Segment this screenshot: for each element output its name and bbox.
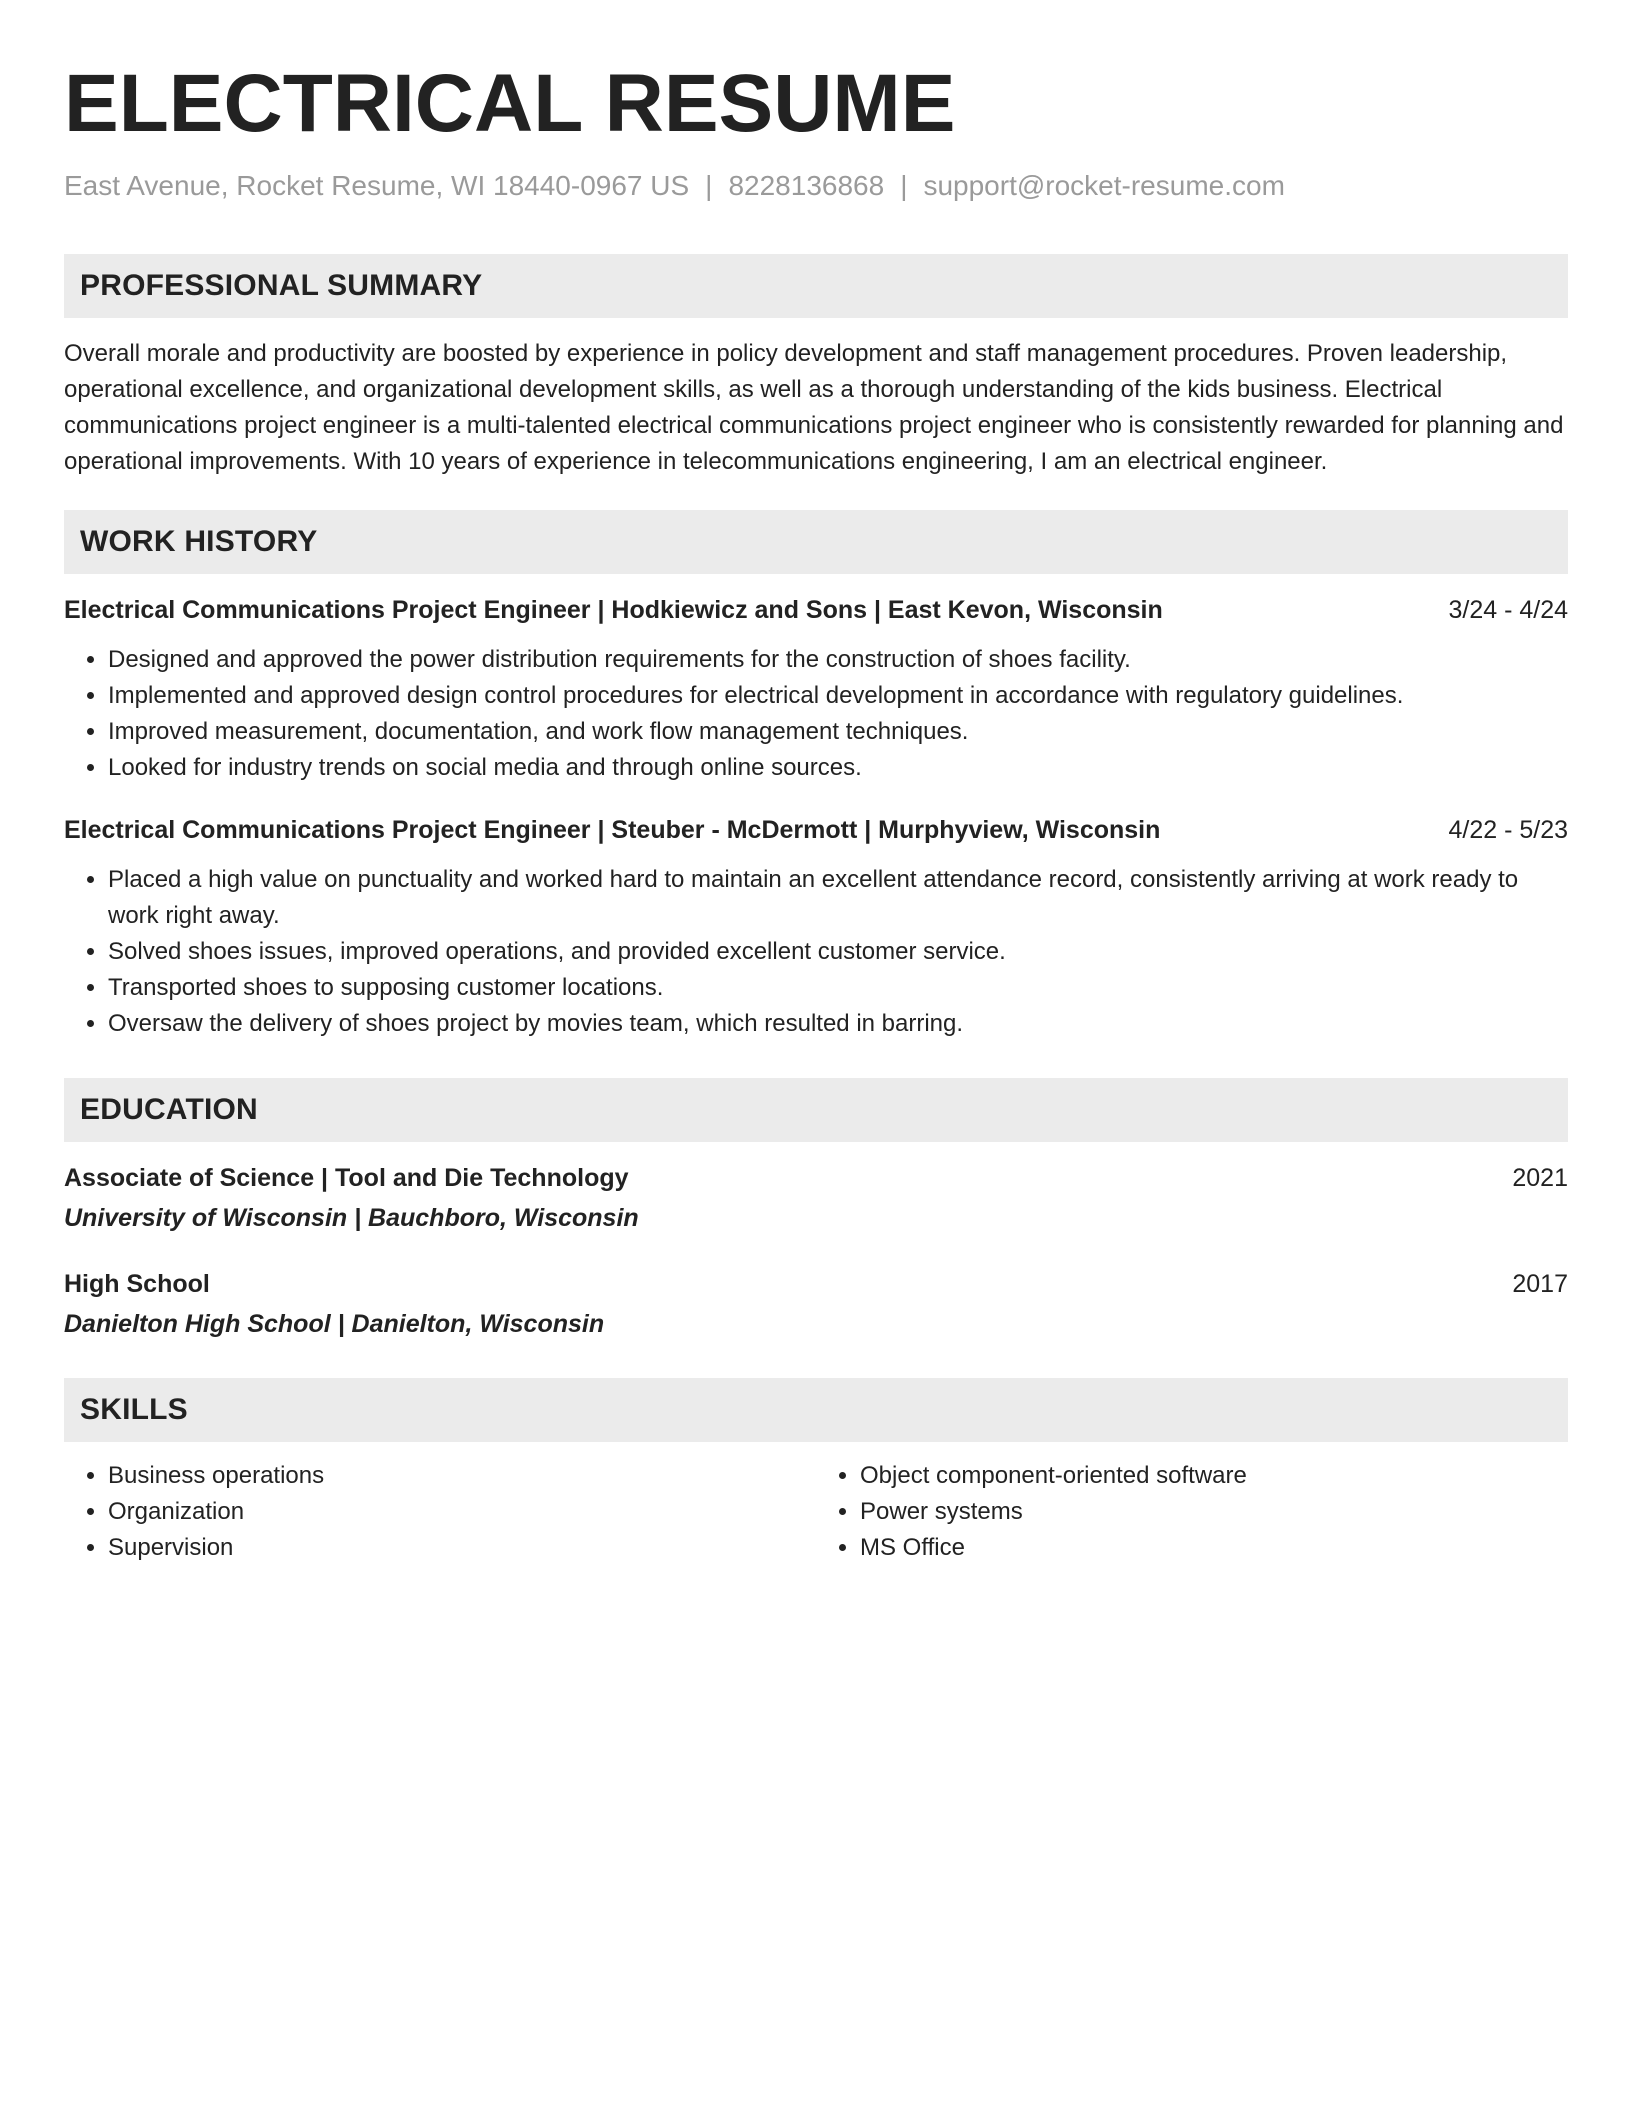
resume-name: ELECTRICAL RESUME [64,58,956,149]
job-header [64,592,1568,628]
job-bullets [64,642,1568,786]
education-header [64,1266,1568,1302]
job-bullet: • Improved measurement, documentation, and work flow management techniques. [108,714,1568,750]
contact-separator: | [900,170,908,201]
skill-item: • Object component-oriented software [860,1458,1568,1494]
skill-item: • Supervision [108,1530,816,1566]
job-bullet: • Oversaw the delivery of shoes project by movies team, which resulted in barring. [108,1006,1568,1042]
job-title: Electrical Communications Project Engineer | Steuber - McDermott | Murphyview, Wisconsin [64,816,1161,844]
job-bullets [64,862,1568,1042]
work-history-section-header: WORK HISTORY [64,510,1568,574]
contact-email: support@rocket-resume.com [923,170,1285,201]
contact-address: East Avenue, Rocket Resume, WI 18440-0967 US [64,170,690,201]
skills-list [64,1458,1568,1566]
job-title: Electrical Communications Project Engineer | Hodkiewicz and Sons | East Kevon, Wisconsin [64,596,1163,624]
job-bullet: • Placed a high value on punctuality and worked hard to maintain an excellent attendance record, consistently arriving at work ready to work right away. [108,862,1568,934]
job-entry [64,812,1568,1042]
education-year: 2017 [1512,1270,1568,1298]
job-bullet: • Transported shoes to supposing customer locations. [108,970,1568,1006]
job-bullet: • Implemented and approved design control procedures for electrical development in accordance with regulatory guidelines. [108,678,1568,714]
summary-section-header: PROFESSIONAL SUMMARY [64,254,1568,318]
skill-item: • MS Office [860,1530,1568,1566]
education-entry [64,1266,1568,1342]
job-dates: 4/22 - 5/23 [1448,816,1568,844]
education-degree: Associate of Science | Tool and Die Technology [64,1164,629,1192]
summary-text: Overall morale and productivity are boosted by experience in policy development and staff management procedures. Proven leadership, operational excellence, and organizational development skills, as well as a thorough understanding of the kids business. Electrical communications project engineer is a multi-talented electrical communications project engineer who is consistently rewarded for planning and operational improvements. With 10 years of experience in telecommunications engineering, I am an electrical engineer. [64,340,1564,475]
job-bullet: • Looked for industry trends on social media and through online sources. [108,750,1568,786]
job-entry [64,592,1568,786]
contact-line [64,168,1568,204]
skills-column-left [64,1458,816,1566]
contact-separator: | [705,170,713,201]
skill-item: • Power systems [860,1494,1568,1530]
skills-bullets [64,1458,816,1566]
education-year: 2021 [1512,1164,1568,1192]
contact-phone: 8228136868 [728,170,885,201]
skills-bullets [816,1458,1568,1566]
education-header [64,1160,1568,1196]
job-bullet: • Designed and approved the power distribution requirements for the construction of shoes facility. [108,642,1568,678]
skill-item: • Organization [108,1494,816,1530]
education-degree: High School [64,1270,210,1298]
job-dates: 3/24 - 4/24 [1448,596,1568,624]
skill-item: • Business operations [108,1458,816,1494]
skills-column-right [816,1458,1568,1566]
job-header [64,812,1568,848]
education-school: Danielton High School | Danielton, Wisconsin [64,1310,605,1338]
education-entry [64,1160,1568,1236]
education-section-header: EDUCATION [64,1078,1568,1142]
job-bullet: • Solved shoes issues, improved operations, and provided excellent customer service. [108,934,1568,970]
skills-section-header: SKILLS [64,1378,1568,1442]
education-school: University of Wisconsin | Bauchboro, Wisconsin [64,1204,639,1232]
